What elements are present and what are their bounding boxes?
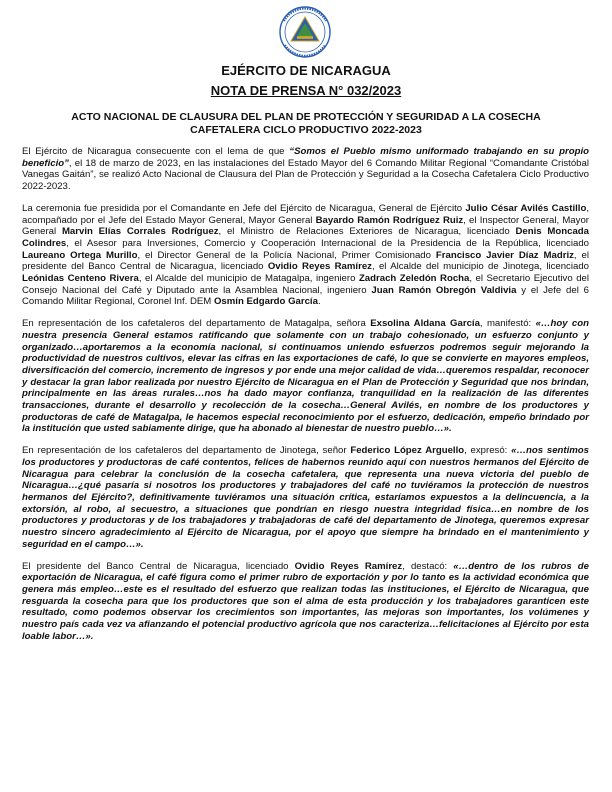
speech-quote: «…nos sentimos los productores y productoras de café contentos, felices de habernos reunido aquí con nuestros hermanos del Ejército de Nicaragua para celebrar la conclusión de la cosecha cafetalera, que representa una nueva victoria del pueblo de Nicaragua…¿qué pasaría si nosotros los productores y trabajadores del café no tuviéramos la protección de nuestros hermanos del Ejército?, definitivamente tuviéramos una situación crítica, estaríamos expuestos a la delincuencia, a la extorsión, al robo, al secuestro, a situaciones que pondrían en riesgo nuestra integridad física…en nombre de los productores y productoras y de los trabajadores y trabajadoras de café del departamento de Jinotega, queremos expresar nuestro sincero agradecimiento al Ejército de Nicaragua, por el apoyo que siempre ha brindado en el mantenimiento y seguridad en el campo…». xyxy=(22,445,589,550)
press-release-headline: ACTO NACIONAL DE CLAUSURA DEL PLAN DE PROTECCIÓN Y SEGURIDAD A LA COSECHA CAFETALERA CICLO PRODUCTIVO 2022-2023 xyxy=(71,111,541,136)
text: La ceremonia fue presidida por el Comandante en Jefe del Ejército de Nicaragua, General de Ejército xyxy=(22,202,466,214)
press-release-body xyxy=(22,146,589,652)
text: , el Asesor para Inversiones, Comercio y Cooperación Internacional de la Presidencia de la República, licenciado xyxy=(66,237,589,249)
nicaragua-coat-of-arms-seal-icon xyxy=(275,5,335,60)
person-name: Zadrach Zeledón Rocha xyxy=(358,273,470,285)
person-name: Laureano Ortega Murillo xyxy=(22,249,138,261)
paragraph-jinotega-statement xyxy=(22,445,589,550)
text: , el presidente del Banco Central de Nicaragua, licenciado xyxy=(22,249,589,273)
person-name: Osmín Edgardo García xyxy=(213,296,318,308)
person-name: Marvin Elías Corrales Rodríguez xyxy=(61,226,219,238)
text: y el Jefe del 6 Comando Militar Regional, Coronel Inf. DEM xyxy=(22,284,589,308)
text: , el Director General de la Policía Nacional, Primer Comisionado xyxy=(137,249,436,261)
person-name: Ovidio Reyes Ramírez xyxy=(267,261,372,273)
text: , el 18 de marzo de 2023, en las instalaciones del Estado Mayor del 6 Comando Militar Regional “Comandante Cristóbal Vanegas Gaitán”, se realizó Acto Nacional de Clausura del Plan de Protección y Seguridad a la Cosecha Cafetalera Ciclo Productivo 2022-2023. xyxy=(22,157,589,193)
person-name: Leónidas Centeno Rivera xyxy=(22,273,139,285)
person-name: Federico López Arguello xyxy=(350,445,465,457)
text: , el Alcalde del municipio de Jinotega, licenciado xyxy=(371,261,589,273)
text: El presidente del Banco Central de Nicaragua, licenciado xyxy=(22,560,295,572)
paragraph-attendees xyxy=(22,203,589,308)
press-release-number: NOTA DE PRENSA N° 032/2023 xyxy=(210,83,402,98)
text: , acompañado por el Jefe del Estado Mayor General, Mayor General xyxy=(22,202,589,226)
text: , el Inspector General, Mayor General xyxy=(22,214,589,238)
person-name: Julio César Avilés Castillo xyxy=(465,202,587,214)
motto-quote: “Somos el Pueblo mismo uniformado trabajando en su propio beneficio” xyxy=(22,146,590,169)
text: , el Alcalde del municipio de Matagalpa, ingeniero xyxy=(138,273,359,285)
person-name: Exsolina Aldana García xyxy=(370,318,480,330)
text: . xyxy=(317,296,321,308)
text: En representación de los cafetaleros del departamento de Matagalpa, señora xyxy=(22,318,371,330)
person-name: Denis Moncada Colindres xyxy=(22,226,589,249)
text: , manifestó: xyxy=(479,318,536,330)
text: , expresó: xyxy=(464,445,512,457)
text: El Ejército de Nicaragua consecuente con el lema de que xyxy=(22,146,290,157)
person-name: Juan Ramón Obregón Valdivia xyxy=(371,284,517,296)
text: , destacó: xyxy=(402,560,454,572)
text: , el Secretario Ejecutivo del Consejo Nacional del Café y Diputado ante la Asamblea Nacional, ingeniero xyxy=(22,273,589,296)
person-name: Francisco Javier Díaz Madriz xyxy=(435,249,574,261)
speech-quote: «…hoy con nuestra presencia General estamos ratificando que solamente con un trabajo cohesionado, un esfuerzo conjunto y organizado…aportaremos a la economía nacional, si continuamos uniendo esfuerzos podremos seguir mejorando la productividad de nuestros cultivos, elevar las cifras en las exportaciones de café, lo que se convierte en mayores empleos, diversificación del comercio, incremento de ingresos y por ende una mejor calidad de vida…queremos respaldar, reconocer y destacar la gran labor realizada por nuestro Ejército de Nicaragua en el Plan de Protección y Seguridad que nos brindan, principalmente en las áreas rurales…nos ha dado mayor confianza, tranquilidad en la realización de las diferentes transacciones, durante el desarrollo y recolección de la cosecha…General Avilés, en nombre de los productores y productoras de café de Matagalpa, le hacemos especial reconocimiento por el esfuerzo, dedicación, empeño brindado por la institución que usted sabiamente dirige, que ha abonado al bienestar de nuestro pueblo…». xyxy=(22,318,589,435)
paragraph-matagalpa-statement xyxy=(22,318,589,435)
text: , el Ministro de Relaciones Exteriores de Nicaragua, licenciado xyxy=(218,226,516,238)
person-name: Ovidio Reyes Ramírez xyxy=(294,560,403,572)
paragraph-central-bank-statement xyxy=(22,561,589,643)
paragraph-intro xyxy=(22,146,589,193)
text: En representación de los cafetaleros del departamento de Jinotega, señor xyxy=(22,445,351,457)
person-name: Bayardo Ramón Rodríguez Ruiz xyxy=(315,214,464,226)
organization-title: EJÉRCITO DE NICARAGUA xyxy=(221,63,391,78)
speech-quote: «…dentro de los rubros de exportación de Nicaragua, el café figura como el primer rubro de exportación y por lo tanto es la actividad económica que genera más empleo…este es el resultado del esfuerzo que realizan todas las instituciones, el Ejército de Nicaragua, que resguarda la cosecha para que los productores que son el alma de esta producción y los trabajadores garanticen este resultado, como podemos observar los crecimientos son importantes, las mejoras son importantes, los volúmenes y nuestro país cada vez va afianzando el potencial productivo agrícola que nos caracteriza…felicitaciones al Ejército por esta loable labor…». xyxy=(22,560,590,642)
